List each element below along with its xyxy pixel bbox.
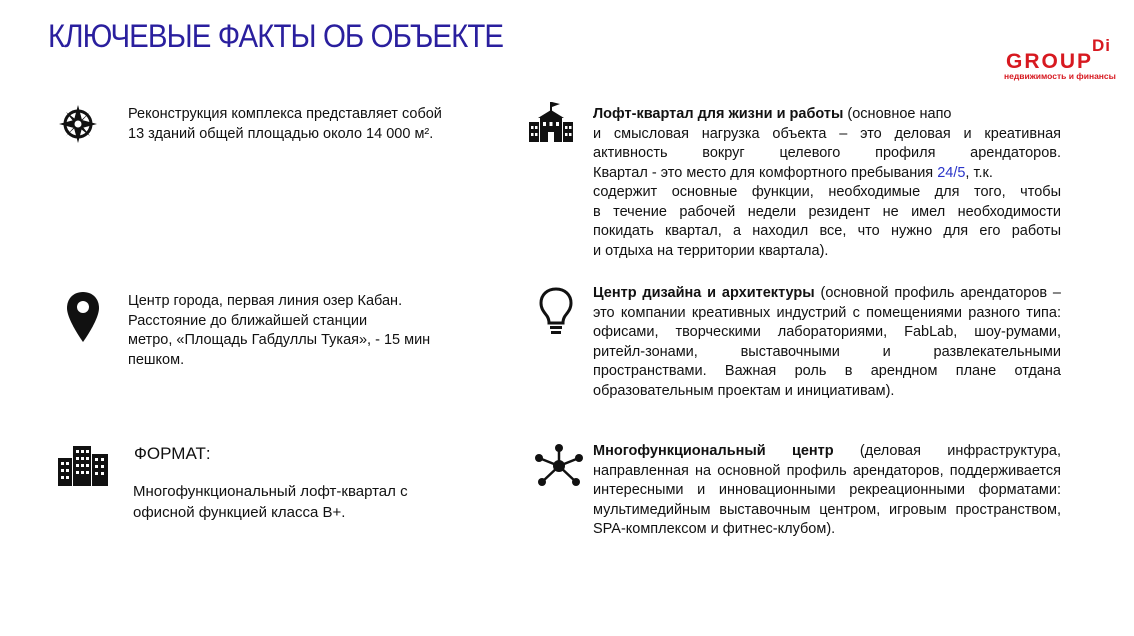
format-line-2: офисной функцией класса В+. [133, 504, 346, 521]
design-center-text: (основной профиль арендаторов – это компании креативных индустрий с помещениями разного типа: офисами, творческими лабораториями, FabLab, шоу-румами, ритейл-зонами, выставочными и развлекательными пространствами. Важная роль в арендном плане отдана образовательным проектам и инициативам). [593, 285, 1061, 399]
compass-icon [58, 104, 98, 144]
format-heading: ФОРМАТ: [134, 444, 211, 463]
multifunctional-center-text: (деловая инфраструктура, направленная на основной профиль арендаторов, поддерживается интересными и инновационными рекреационными форматами: мультимедийным выставочным центром, игровым пространством, SPA-комплексом и фитнес-клубом). [593, 443, 1061, 537]
logo-subtitle: недвижимость и финансы [1004, 71, 1116, 81]
loft-line-6: в течение рабочей недели резидент не имел необходимости [593, 203, 1061, 220]
loft-line-4b: , т.к. [965, 164, 993, 181]
loft-line-4a: Квартал - это место для комфортного пребывания [593, 164, 938, 181]
fact-location [128, 292, 498, 370]
school-building-icon [528, 102, 574, 142]
location-line-1: Центр города, первая линия озер Кабан. [128, 293, 403, 309]
loft-line-3: активность вокруг целевого профиля арендаторов. [593, 145, 1061, 161]
multifunctional-center-block [593, 442, 1061, 540]
buildings-icon [58, 444, 110, 486]
logo-group: GROUP [1006, 50, 1094, 73]
location-line-3: метро, «Площадь Габдуллы Тукая», - 15 мин [128, 332, 431, 348]
lightbulb-icon [538, 286, 574, 338]
format-text [133, 481, 463, 523]
loft-line-5: содержит основные функции, необходимые для того, чтобы [593, 184, 1061, 200]
loft-quarter-title: Лофт-квартал для жизни и работы [593, 106, 844, 122]
loft-highlight-24-5: 24/5 [937, 164, 966, 181]
loft-quarter-lead: (основное напо [843, 106, 952, 122]
location-line-2: Расстояние до ближайшей станции [128, 312, 368, 329]
map-pin-icon [66, 291, 100, 343]
logo-di: Di [1092, 36, 1111, 55]
loft-line-2: и смысловая нагрузка объекта – это деловая и креативная [593, 125, 1061, 142]
fact-area-line-1: Реконструкция комплекса представляет собой [128, 106, 442, 122]
format-line-1: Многофункциональный лофт-квартал с [133, 483, 408, 500]
page-title: КЛЮЧЕВЫЕ ФАКТЫ ОБ ОБЪЕКТЕ [48, 18, 504, 54]
fact-area [128, 105, 498, 144]
loft-line-7: покидать квартал, а находил все, что нужно для его работы [593, 223, 1061, 239]
fact-area-line-2: 13 зданий общей площадью около 14 000 м². [128, 125, 434, 142]
company-logo [1004, 36, 1132, 80]
multifunctional-center-title: Многофункциональный центр [593, 443, 834, 459]
design-center-block [593, 284, 1061, 401]
loft-line-8: и отдыха на территории квартала). [593, 242, 829, 259]
network-icon [534, 444, 584, 488]
design-center-title: Центр дизайна и архитектуры [593, 285, 815, 301]
loft-quarter-block [593, 105, 1061, 261]
location-line-4: пешком. [128, 351, 185, 368]
